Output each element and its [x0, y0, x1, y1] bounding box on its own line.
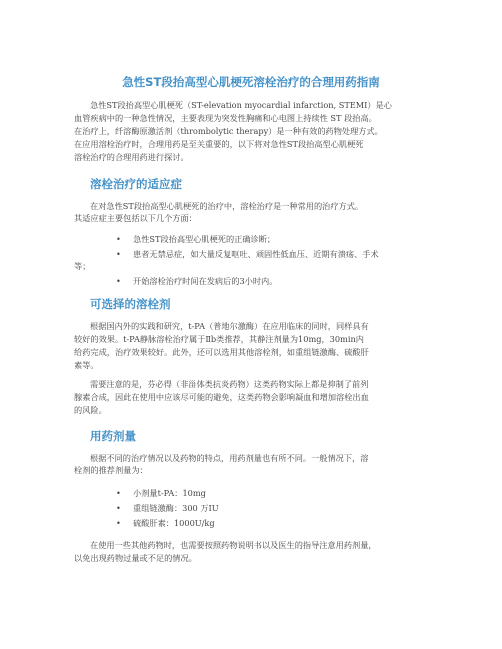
section-heading-indications: 溶栓治疗的适应症	[90, 177, 182, 191]
bullet-text: 重组链激酶：300 万IU	[133, 503, 219, 513]
dosage-line-2: 栓剂的推荐剂量为：	[74, 465, 148, 475]
dosage-line-1: 根据不同的治疗情况以及药物的特点，用药剂量也有所不同。一般情况下，溶	[90, 453, 369, 463]
section-heading-dosage: 用药剂量	[90, 429, 136, 443]
indications-bullet-2-cont: 等；	[74, 261, 91, 271]
bullet-marker: •	[116, 249, 121, 259]
dosage-closing-line-2: 以免出现药物过量或不足的情况。	[74, 553, 197, 563]
intro-line-5: 溶栓治疗的合理用药进行探讨。	[74, 152, 189, 162]
bullet-marker: •	[116, 488, 121, 498]
intro-line-2: 血管疾病中的一种急性情况，主要表现为突发性胸痛和心电图上持续性 ST 段抬高。	[74, 113, 377, 123]
indications-line-1: 在对急性ST段抬高型心肌梗死的治疗中，溶栓治疗是一种常用的治疗方式。	[90, 201, 364, 211]
intro-line-4: 在应用溶栓治疗时，合理用药是至关重要的，以下将对急性ST段抬高型心肌梗死	[74, 139, 364, 149]
drugs-p1-line-3: 给药完成，治疗效果较好。此外，还可以选用其他溶栓剂，如重组链激酶、硫酸肝	[74, 347, 369, 357]
bullet-text: 急性ST段抬高型心肌梗死的正确诊断；	[133, 234, 276, 244]
drugs-p1-line-2: 较好的效果。t-PA静脉溶栓治疗属于Ⅱb类推荐，其静注剂量为10mg，30min内	[74, 334, 364, 344]
intro-line-1: 急性ST段抬高型心肌梗死（ST-elevation myocardial infarction, STEMI）是心	[90, 100, 392, 110]
drugs-p2-line-1: 需要注意的是，芬必得（非甾体类抗炎药物）这类药物实际上都是抑制了前列	[90, 379, 369, 389]
indications-line-2: 其适应症主要包括以下几个方面：	[74, 213, 197, 223]
bullet-text: 小剂量t-PA：10mg	[133, 488, 206, 498]
bullet-marker: •	[116, 234, 121, 244]
bullet-text: 硫酸肝素：1000U/kg	[133, 518, 215, 528]
document-title: 急性ST段抬高型心肌梗死溶栓治疗的合理用药指南	[122, 75, 380, 89]
bullet-text: 患者无禁忌症，如大量反复呕吐、顽固性低血压、近期有溃疡、手术	[133, 249, 379, 259]
intro-line-3: 在治疗上，纤溶酶原激活剂（thrombolytic therapy）是一种有效的药物处理方式。	[74, 126, 383, 136]
bullet-text: 开始溶栓治疗时间在发病后的3小时内。	[133, 276, 278, 286]
drugs-p2-line-2: 腺素合成，因此在使用中应该尽可能的避免，这类药物会影响凝血和增加溶栓出血	[74, 392, 369, 402]
bullet-marker: •	[116, 503, 121, 513]
bullet-marker: •	[116, 276, 121, 286]
section-heading-drugs: 可选择的溶栓剂	[90, 297, 171, 311]
drugs-p1-line-1: 根据国内外的实践和研究，t-PA（普地尔激酶）在应用临床的同时，同样具有	[90, 321, 369, 331]
bullet-marker: •	[116, 518, 121, 528]
dosage-closing-line-1: 在使用一些其他药物时，也需要按照药物说明书以及医生的指导注意用药剂量，	[90, 540, 377, 550]
drugs-p2-line-3: 的风险。	[74, 405, 107, 415]
drugs-p1-line-4: 素等。	[74, 360, 99, 370]
